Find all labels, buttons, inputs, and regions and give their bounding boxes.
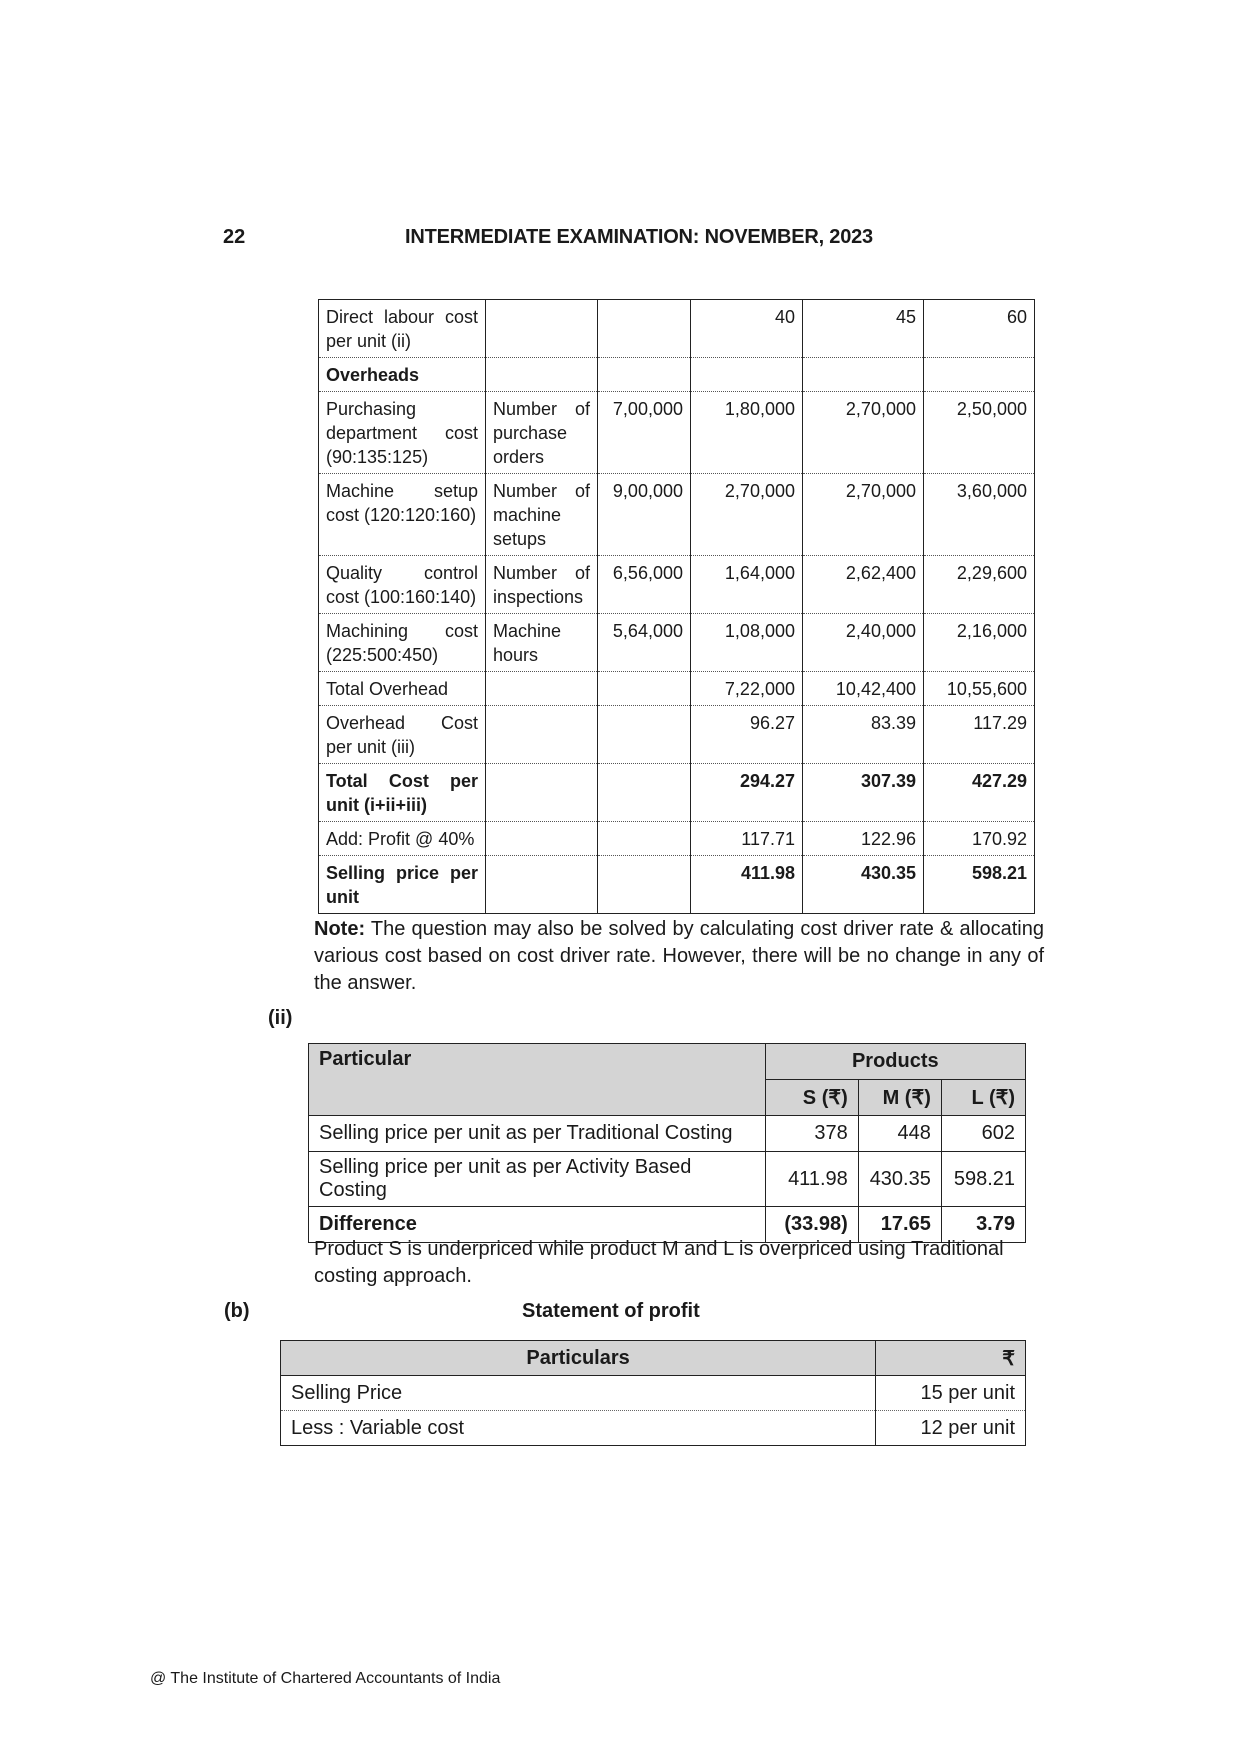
- cell-cost-driver: Number of inspections: [486, 556, 598, 614]
- cell-cost-driver: Machine hours: [486, 614, 598, 672]
- note-label: Note:: [314, 918, 366, 940]
- page-header-title: INTERMEDIATE EXAMINATION: NOVEMBER, 2023: [405, 226, 873, 248]
- footer-copyright: @ The Institute of Chartered Accountants of India: [150, 1670, 501, 1687]
- header-rupee: ₹: [876, 1341, 1026, 1376]
- cell-m: 83.39: [803, 706, 924, 764]
- cell-total: 6,56,000: [598, 556, 691, 614]
- cell-total: [598, 764, 691, 822]
- row-label: Selling price per unit as per Traditional Costing: [309, 1116, 766, 1152]
- cell-m: [803, 358, 924, 392]
- cell-l: [924, 358, 1035, 392]
- cell-m: 45: [803, 300, 924, 358]
- cell-particular: Quality control cost (100:160:140): [319, 556, 486, 614]
- table-row: [319, 392, 1035, 474]
- table-header-row: [309, 1044, 1026, 1080]
- cell-total: 9,00,000: [598, 474, 691, 556]
- cell-particular: Purchasing department cost (90:135:125): [319, 392, 486, 474]
- cell-s: (33.98): [765, 1207, 858, 1243]
- table-row: [319, 672, 1035, 706]
- table-row: [281, 1376, 1026, 1411]
- table-row: [319, 856, 1035, 914]
- cell-m: 10,42,400: [803, 672, 924, 706]
- cell-m: 2,70,000: [803, 392, 924, 474]
- cell-cost-driver: [486, 706, 598, 764]
- cell-cost-driver: [486, 672, 598, 706]
- cell-particular: Selling price per unit: [319, 856, 486, 914]
- header-particular: Particular: [309, 1044, 766, 1116]
- cell-l: 10,55,600: [924, 672, 1035, 706]
- cell-particular: Add: Profit @ 40%: [319, 822, 486, 856]
- cell-l: 2,50,000: [924, 392, 1035, 474]
- cell-particular: Total Cost per unit (i+ii+iii): [319, 764, 486, 822]
- cell-total: 5,64,000: [598, 614, 691, 672]
- table-row: [319, 358, 1035, 392]
- table-header-row: [281, 1341, 1026, 1376]
- cell-particular: Machining cost (225:500:450): [319, 614, 486, 672]
- cell-s: 1,80,000: [691, 392, 803, 474]
- cell-cost-driver: Number of machine setups: [486, 474, 598, 556]
- cell-total: 7,00,000: [598, 392, 691, 474]
- cell-s: 1,64,000: [691, 556, 803, 614]
- row-label: Selling Price: [281, 1376, 876, 1411]
- cell-m: 2,70,000: [803, 474, 924, 556]
- cell-total: [598, 358, 691, 392]
- cell-l: 170.92: [924, 822, 1035, 856]
- cell-total: [598, 706, 691, 764]
- cell-total: [598, 672, 691, 706]
- table-row: [281, 1411, 1026, 1446]
- cell-l: 602: [941, 1116, 1025, 1152]
- table-row: [319, 614, 1035, 672]
- cell-total: [598, 856, 691, 914]
- cell-m: 430.35: [803, 856, 924, 914]
- part-b-label: (b): [224, 1300, 250, 1322]
- cell-l: 2,16,000: [924, 614, 1035, 672]
- table-row: [319, 556, 1035, 614]
- table-row: [319, 474, 1035, 556]
- row-label: Less : Variable cost: [281, 1411, 876, 1446]
- cell-total: [598, 300, 691, 358]
- cell-s: 411.98: [691, 856, 803, 914]
- price-comparison-table: [308, 1043, 1026, 1243]
- statement-title: Statement of profit: [522, 1300, 700, 1322]
- cell-cost-driver: [486, 856, 598, 914]
- cell-m: 17.65: [858, 1207, 941, 1243]
- cell-m: 122.96: [803, 822, 924, 856]
- cell-s: [691, 358, 803, 392]
- row-value: 12 per unit: [876, 1411, 1026, 1446]
- cell-s: 117.71: [691, 822, 803, 856]
- cell-particular: Overhead Cost per unit (iii): [319, 706, 486, 764]
- row-label: Difference: [309, 1207, 766, 1243]
- header-products: Products: [765, 1044, 1025, 1080]
- cell-l: 598.21: [941, 1152, 1025, 1207]
- cell-m: 430.35: [858, 1152, 941, 1207]
- cell-cost-driver: Number of purchase orders: [486, 392, 598, 474]
- abc-cost-table: [318, 299, 1035, 914]
- note-text: The question may also be solved by calculating cost driver rate & allocating various cost based on cost driver rate. However, there will be no change in any of the answer.: [314, 918, 1044, 994]
- table-row: [319, 706, 1035, 764]
- cell-l: 2,29,600: [924, 556, 1035, 614]
- cell-particular: Machine setup cost (120:120:160): [319, 474, 486, 556]
- cell-s: 1,08,000: [691, 614, 803, 672]
- table-row: [319, 300, 1035, 358]
- table-row: [309, 1152, 1026, 1207]
- cell-m: 2,62,400: [803, 556, 924, 614]
- cell-s: 40: [691, 300, 803, 358]
- cell-m: 448: [858, 1116, 941, 1152]
- header-col-l: L (₹): [941, 1080, 1025, 1116]
- cell-cost-driver: [486, 358, 598, 392]
- header-particulars: Particulars: [281, 1341, 876, 1376]
- cell-s: 411.98: [765, 1152, 858, 1207]
- header-col-m: M (₹): [858, 1080, 941, 1116]
- table-row: [309, 1116, 1026, 1152]
- conclusion-paragraph: Product S is underpriced while product M and L is overpriced using Traditional costing approach.: [314, 1238, 1004, 1287]
- cell-l: 427.29: [924, 764, 1035, 822]
- part-ii-label: (ii): [268, 1007, 293, 1029]
- cell-l: 598.21: [924, 856, 1035, 914]
- row-value: 15 per unit: [876, 1376, 1026, 1411]
- cell-m: 2,40,000: [803, 614, 924, 672]
- cell-s: 7,22,000: [691, 672, 803, 706]
- cell-s: 2,70,000: [691, 474, 803, 556]
- cell-cost-driver: [486, 822, 598, 856]
- cell-cost-driver: [486, 300, 598, 358]
- cell-m: 307.39: [803, 764, 924, 822]
- cell-s: 294.27: [691, 764, 803, 822]
- row-label: Selling price per unit as per Activity Based Costing: [309, 1152, 766, 1207]
- cell-particular: Direct labour cost per unit (ii): [319, 300, 486, 358]
- table-row: [319, 822, 1035, 856]
- cell-s: 378: [765, 1116, 858, 1152]
- cell-total: [598, 822, 691, 856]
- cell-l: 3,60,000: [924, 474, 1035, 556]
- cell-l: 60: [924, 300, 1035, 358]
- profit-statement-table: [280, 1340, 1026, 1446]
- cell-particular: Total Overhead: [319, 672, 486, 706]
- cell-s: 96.27: [691, 706, 803, 764]
- table-row: [319, 764, 1035, 822]
- header-col-s: S (₹): [765, 1080, 858, 1116]
- cell-l: 117.29: [924, 706, 1035, 764]
- cell-particular: Overheads: [319, 358, 486, 392]
- page-number: 22: [223, 226, 246, 248]
- cell-cost-driver: [486, 764, 598, 822]
- cell-l: 3.79: [941, 1207, 1025, 1243]
- note-paragraph: [314, 916, 1044, 997]
